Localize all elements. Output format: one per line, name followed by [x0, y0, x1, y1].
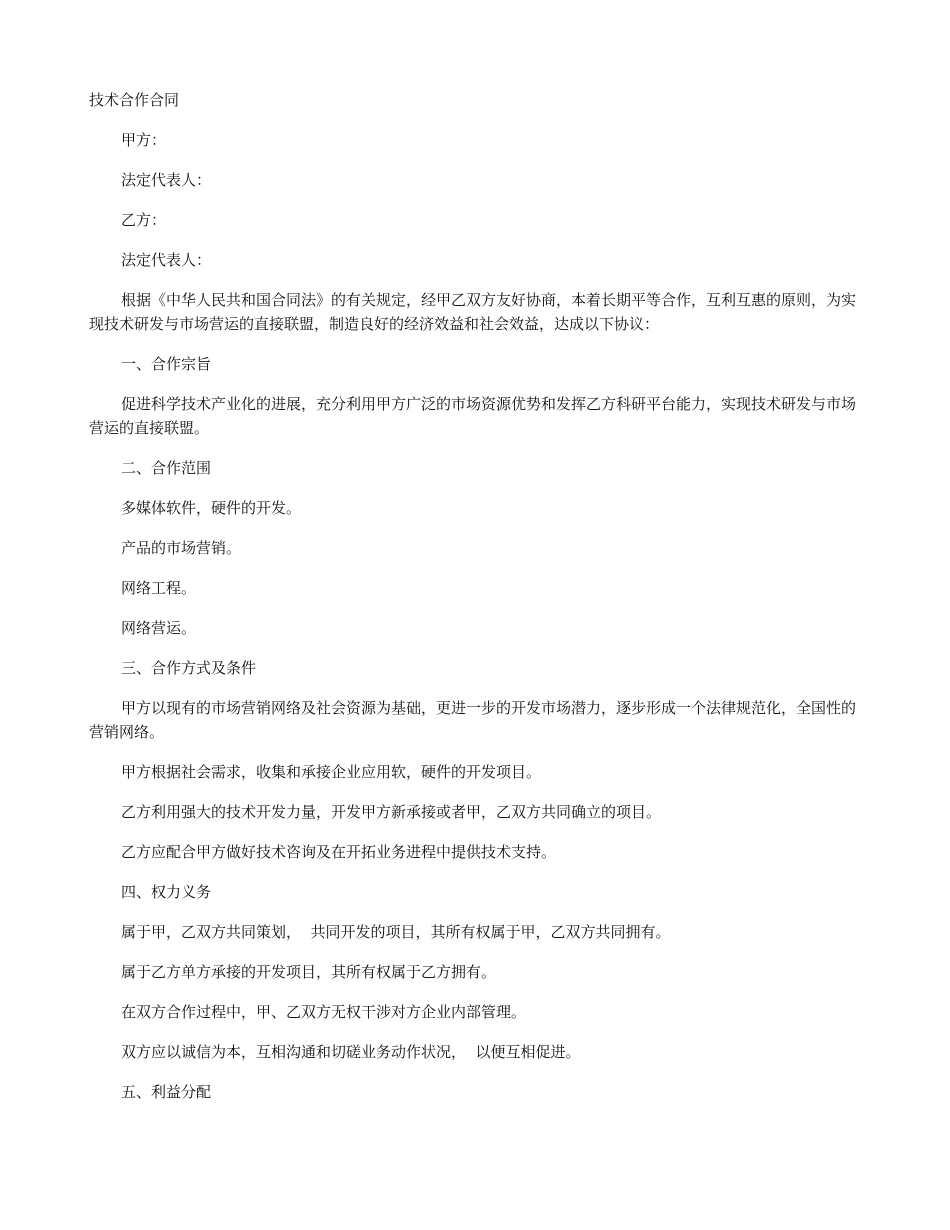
document-title: 技术合作合同	[89, 91, 180, 109]
document-body	[89, 88, 861, 1104]
section-heading-2: 二、合作范围	[121, 459, 212, 477]
scope-item: 多媒体软件，硬件的开发。	[121, 499, 302, 517]
section-3-paragraph: 甲方以现有的市场营销网络及社会资源为基础，更进一步的开发市场潜力，逐步形成一个法律规范化，全国性的营销网络。	[89, 699, 857, 741]
scope-item: 网络营运。	[121, 619, 197, 637]
party-b-line: 乙方：	[121, 211, 167, 229]
section-4-paragraph: 双方应以诚信为本，互相沟通和切磋业务动作状况， 以便互相促进。	[121, 1043, 581, 1061]
section-3-paragraph: 甲方根据社会需求，收集和承接企业应用软，硬件的开发项目。	[121, 763, 542, 781]
section-4-paragraph: 在双方合作过程中，甲、乙双方无权干涉对方企业内部管理。	[121, 1003, 527, 1021]
scope-item: 网络工程。	[121, 579, 197, 597]
section-1-paragraph: 促进科学技术产业化的进展，充分利用甲方广泛的市场资源优势和发挥乙方科研平台能力，实现技术研发与市场营运的直接联盟。	[89, 395, 857, 437]
section-heading-1: 一、合作宗旨	[121, 355, 212, 373]
party-a-line: 甲方：	[121, 131, 167, 149]
section-3-paragraph: 乙方利用强大的技术开发力量，开发甲方新承接或者甲，乙双方共同确立的项目。	[121, 803, 662, 821]
section-heading-4: 四、权力义务	[121, 883, 212, 901]
party-a-representative-line: 法定代表人：	[121, 171, 212, 189]
section-4-paragraph: 属于甲，乙双方共同策划， 共同开发的项目，其所有权属于甲，乙双方共同拥有。	[121, 923, 671, 941]
section-3-paragraph: 乙方应配合甲方做好技术咨询及在开拓业务进程中提供技术支持。	[121, 843, 557, 861]
preamble-paragraph: 根据《中华人民共和国合同法》的有关规定，经甲乙双方友好协商，本着长期平等合作，互利互惠的原则，为实现技术研发与市场营运的直接联盟，制造良好的经济效益和社会效益，达成以下协议：	[89, 291, 857, 333]
section-heading-5: 五、利益分配	[121, 1083, 212, 1101]
section-heading-3: 三、合作方式及条件	[121, 659, 257, 677]
section-4-paragraph: 属于乙方单方承接的开发项目，其所有权属于乙方拥有。	[121, 963, 497, 981]
party-b-representative-line: 法定代表人：	[121, 251, 212, 269]
scope-item: 产品的市场营销。	[121, 539, 242, 557]
